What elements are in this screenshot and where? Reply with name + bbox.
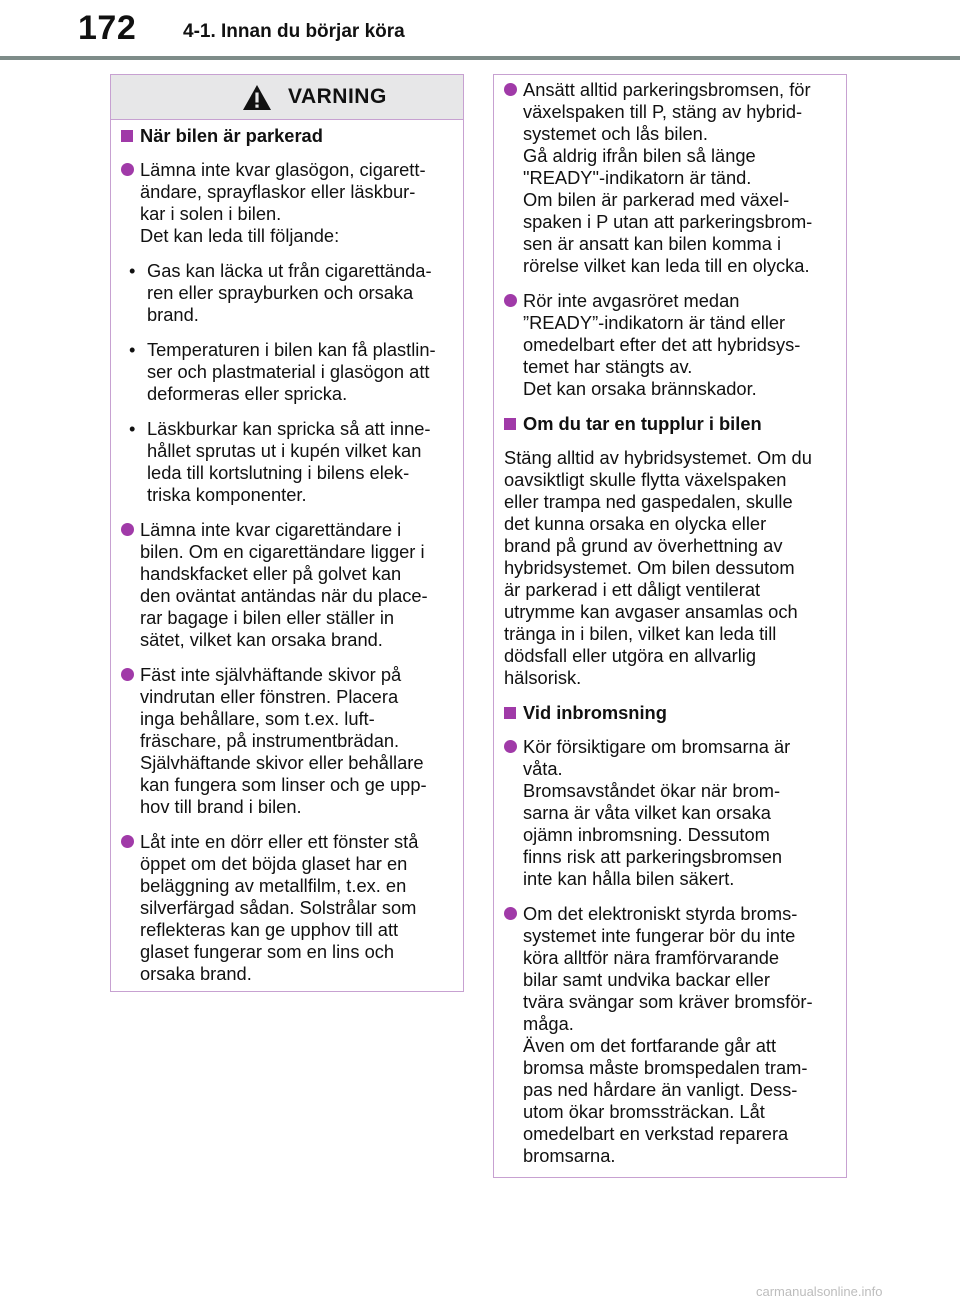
sub-bullet-item [129,418,453,506]
warning-box-left [110,74,464,992]
sub-bullet-text: Temperaturen i bilen kan få plastlin- ser och plastmaterial i glasögon att deformeras eller spricka. [147,339,436,404]
sub-bullet-text: Gas kan läcka ut från cigarettända- ren eller sprayburken och orsaka brand. [147,260,432,325]
circle-bullet-icon [504,83,517,96]
warning-box-right [493,74,847,1178]
header-rule [0,56,960,60]
warning-content-right [494,75,846,1167]
section-heading [504,413,836,435]
circle-bullet-icon [121,668,134,681]
bullet-text: Rör inte avgasröret medan ”READY”-indikatorn är tänd eller omedelbart efter det att hybridsys- temet har stängts av. Det kan orsaka brännskador. [523,290,801,399]
warning-label: VARNING [288,85,387,108]
section-heading [121,125,453,147]
square-bullet-icon [504,707,516,719]
bullet-text: Lämna inte kvar cigarettändare i bilen. Om en cigarettändare ligger i handskfacket eller på golvet kan den oväntat antändas när du place- rar bagage i bilen eller ställer in sätet, vilket kan orsaka brand. [140,519,428,650]
circle-bullet-icon [504,907,517,920]
bullet-item [121,831,453,985]
bullet-text: Ansätt alltid parkeringsbromsen, för växelspaken till P, stäng av hybrid- systemet och lås bilen. Gå aldrig ifrån bilen så länge "READY"-indikatorn är tänd. Om bilen är parkerad med växel- spaken i P utan att parkeringsbrom- sen är ansatt kan bilen komma i rörelse vilket kan leda till en olycka. [523,79,813,276]
circle-bullet-icon [121,523,134,536]
circle-bullet-icon [121,163,134,176]
circle-bullet-icon [121,835,134,848]
bullet-item [504,736,836,890]
page-header [0,0,960,62]
bullet-text: Låt inte en dörr eller ett fönster stå öppet om det böjda glaset har en beläggning av metallfilm, t.ex. en silverfärgad sådan. Solstrålar som reflekteras kan ge upphov till att glaset fungerar som en lins och orsaka brand. [140,831,419,984]
sub-bullet-item [129,339,453,405]
heading-text: Vid inbromsning [523,702,667,723]
bullet-text: Fäst inte självhäftande skivor på vindrutan eller fönstren. Placera inga behållare, som t.ex. luft- fräschare, på instrumentbrädan. Självhäftande skivor eller behållare kan fungera som linser och ge upp- hov till brand i bilen. [140,664,427,817]
square-bullet-icon [121,130,133,142]
warning-header [111,75,463,120]
bullet-text: Kör försiktigare om bromsarna är våta. Bromsavståndet ökar när brom- sarna är våta vilket kan orsaka ojämn inbromsning. Dessutom finns risk att parkeringsbromsen inte kan hålla bilen säkert. [523,736,791,889]
bullet-text: Lämna inte kvar glasögon, cigarett- ändare, sprayflaskor eller läskbur- kar i solen i bilen. Det kan leda till följande: [140,159,426,246]
page-number: 172 [78,9,137,47]
sub-bullet-marker: • [129,339,136,360]
watermark-text: carmanualsonline.info [756,1284,883,1299]
circle-bullet-icon [504,740,517,753]
bullet-text: Om det elektroniskt styrda broms- systemet inte fungerar bör du inte köra alltför nära framförvarande bilar samt undvika backar eller tvära svängar som kräver bromsför- måga. Även om det fortfarande går att bromsa måste bromspedalen tram- pas ned hårdare än vanligt. Dess- utom ökar bromssträckan. Låt omedelbart en verkstad reparera bromsarna. [523,903,813,1166]
warning-content-left [111,120,463,985]
sub-bullet-marker: • [129,418,136,439]
bullet-item [121,159,453,247]
square-bullet-icon [504,418,516,430]
sub-bullet-marker: • [129,260,136,281]
paragraph: Stäng alltid av hybridsystemet. Om du oavsiktligt skulle flytta växelspaken eller trampa ned gaspedalen, skulle det kunna orsaka en olycka eller brand på grund av överhettning av hybridsystemet. Om bilen dessutom är parkerad i ett dåligt ventilerat utrymme kan avgaser ansamlas och tränga in i bilen, vilket kan leda till dödsfall eller utgöra en allvarlig hälsorisk. [504,447,812,688]
sub-bullet-text: Läskburkar kan spricka så att inne- hållet sprutas ut i kupén vilket kan leda till kortslutning i bilens elek- triska komponenter. [147,418,431,505]
bullet-item [504,79,836,277]
heading-text: När bilen är parkerad [140,125,323,146]
sub-bullet-item [129,260,453,326]
bullet-item [121,519,453,651]
section-title: 4-1. Innan du börjar köra [183,21,405,42]
warning-triangle-icon [242,84,272,111]
section-heading [504,702,836,724]
circle-bullet-icon [504,294,517,307]
heading-text: Om du tar en tupplur i bilen [523,413,762,434]
bullet-item [504,903,836,1167]
bullet-item [504,290,836,400]
bullet-item [121,664,453,818]
